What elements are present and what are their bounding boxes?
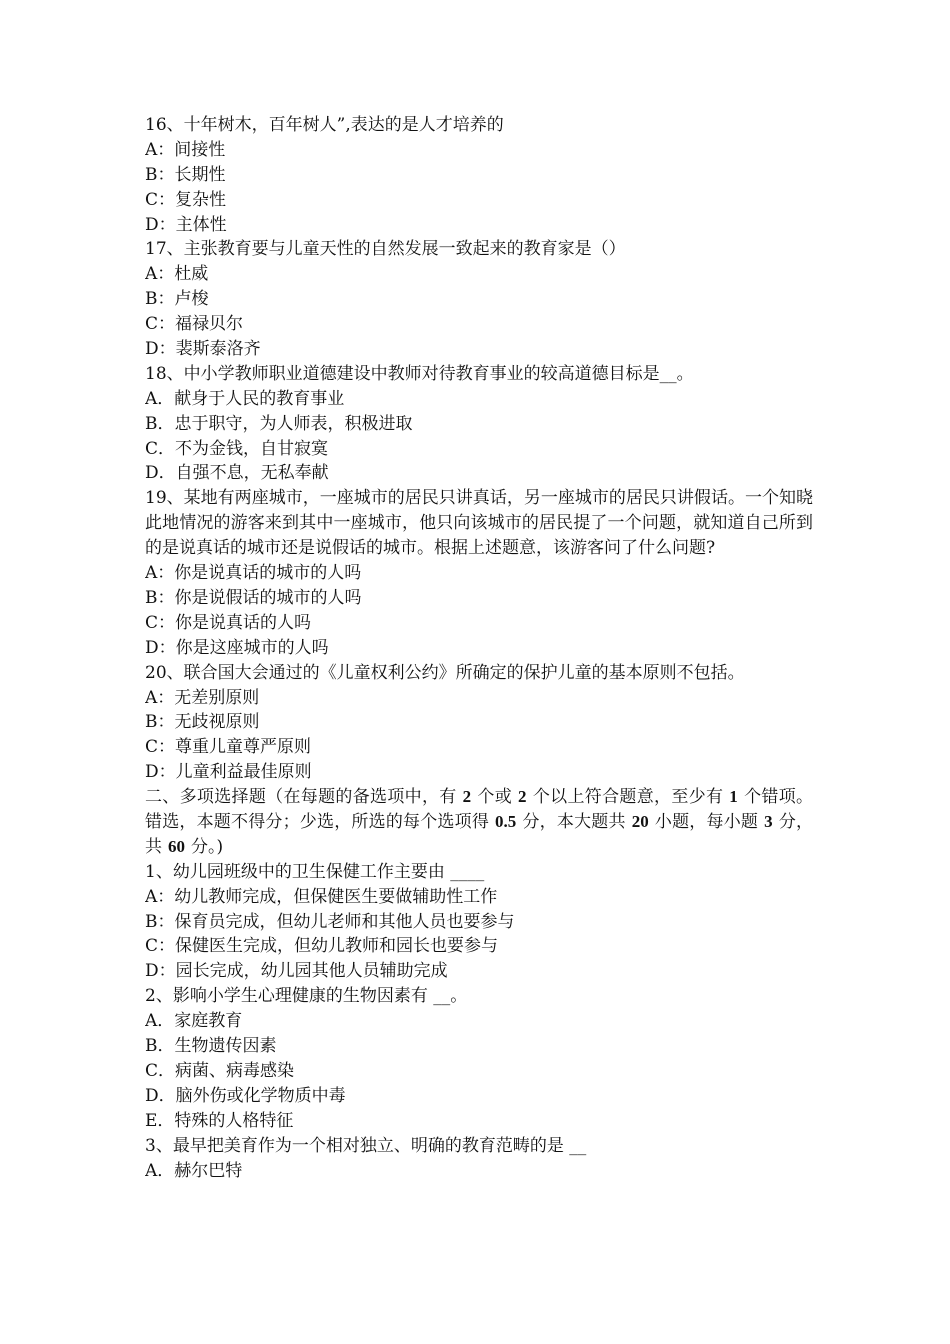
section-2-instructions bbox=[145, 785, 813, 860]
multi-question-1-option-c: C：保健医生完成，但幼儿教师和园长也要参与 bbox=[145, 936, 499, 957]
question-20-option-b: B：无歧视原则 bbox=[145, 712, 260, 733]
question-17-option-d: D：裴斯泰洛齐 bbox=[145, 339, 261, 360]
section-2-text: 分，共 bbox=[145, 812, 814, 857]
section-2-number: 3 bbox=[764, 812, 773, 831]
section-2-number: 1 bbox=[729, 787, 738, 807]
section-2-number: 2 bbox=[518, 787, 527, 807]
multi-question-2-option-e: E．特殊的人格特征 bbox=[145, 1110, 294, 1131]
multi-question-2-stem: 2、影响小学生心理健康的生物因素有 __。 bbox=[145, 986, 468, 1007]
question-19-option-b: B：你是说假话的城市的人吗 bbox=[145, 587, 362, 608]
question-18-option-a: A．献身于人民的教育事业 bbox=[145, 388, 345, 409]
question-17-option-a: A：杜威 bbox=[145, 264, 209, 285]
question-18-stem: 18、中小学教师职业道德建设中教师对待教育事业的较高道德目标是__。 bbox=[145, 363, 694, 384]
question-18-option-d: D．自强不息，无私奉献 bbox=[145, 463, 329, 484]
multi-question-2-option-a: A．家庭教育 bbox=[145, 1011, 243, 1032]
question-20-option-d: D：儿童利益最佳原则 bbox=[145, 762, 312, 783]
section-2-text: 个错项。错选，本题不得分；少选，所选的每个选项得 bbox=[145, 787, 814, 832]
question-19-option-c: C：你是说真话的人吗 bbox=[145, 612, 312, 633]
section-2-text: 个或 bbox=[477, 787, 513, 808]
question-16-option-d: D：主体性 bbox=[145, 214, 227, 235]
multi-question-1-option-b: B：保育员完成，但幼儿老师和其他人员也要参与 bbox=[145, 911, 515, 932]
question-17-option-c: C：福禄贝尔 bbox=[145, 314, 244, 335]
question-19-stem: 19、某地有两座城市，一座城市的居民只讲真话，另一座城市的居民只讲假话。一个知晓此地情况的游客来到其中一座城市，他只向该城市的居民提了一个问题，就知道自己所到的是说真话的城市还是说假话的城市。根据上述题意，该游客问了什么问题? bbox=[145, 488, 813, 559]
question-17-stem: 17、主张教育要与儿童天性的自然发展一致起来的教育家是（） bbox=[145, 239, 626, 260]
question-16-stem: 16、十年树木，百年树人”,表达的是人才培养的 bbox=[145, 115, 504, 135]
section-2-text: 分。) bbox=[191, 836, 224, 857]
question-16-option-a: A：间接性 bbox=[145, 139, 226, 160]
question-19-option-a: A：你是说真话的城市的人吗 bbox=[145, 563, 362, 584]
multi-question-1-option-a: A：幼儿教师完成，但保健医生要做辅助性工作 bbox=[145, 886, 498, 907]
multi-question-2-option-c: C．病菌、病毒感染 bbox=[145, 1060, 295, 1081]
multi-question-3-option-a: A．赫尔巴特 bbox=[145, 1160, 243, 1181]
multi-question-3-stem: 3、最早把美育作为一个相对独立、明确的教育范畴的是 __ bbox=[145, 1135, 587, 1156]
section-2-number: 20 bbox=[631, 812, 649, 831]
question-17-option-b: B：卢梭 bbox=[145, 289, 209, 310]
question-20-option-c: C：尊重儿童尊严原则 bbox=[145, 737, 312, 758]
question-18-option-c: C．不为金钱，自甘寂寞 bbox=[145, 438, 329, 459]
question-16-option-c: C：复杂性 bbox=[145, 189, 227, 210]
multi-question-1-stem: 1、幼儿园班级中的卫生保健工作主要由 ____ bbox=[145, 861, 485, 882]
section-2-number: 60 bbox=[168, 836, 185, 856]
section-2-text: 分，本大题共 bbox=[522, 812, 626, 832]
multi-question-2-option-b: B．生物遗传因素 bbox=[145, 1036, 277, 1057]
question-20-stem: 20、联合国大会通过的《儿童权利公约》所确定的保护儿童的基本原则不包括。 bbox=[145, 662, 745, 683]
question-20-option-a: A：无差别原则 bbox=[145, 687, 260, 708]
section-2-number: 0.5 bbox=[495, 812, 517, 831]
section-2-number: 2 bbox=[462, 787, 472, 807]
section-2-text: 二、多项选择题（在每题的备选项中，有 bbox=[145, 787, 457, 808]
multi-question-2-option-d: D．脑外伤或化学物质中毒 bbox=[145, 1085, 346, 1106]
section-2-text: 小题，每小题 bbox=[654, 812, 759, 832]
question-18-option-b: B．忠于职守，为人师表，积极进取 bbox=[145, 413, 413, 434]
document-body bbox=[145, 113, 813, 1183]
section-2-text: 个以上符合题意，至少有 bbox=[532, 787, 724, 808]
multi-question-1-option-d: D：园长完成，幼儿园其他人员辅助完成 bbox=[145, 961, 448, 982]
question-19-option-d: D：你是这座城市的人吗 bbox=[145, 637, 329, 658]
question-16-option-b: B：长期性 bbox=[145, 164, 226, 185]
